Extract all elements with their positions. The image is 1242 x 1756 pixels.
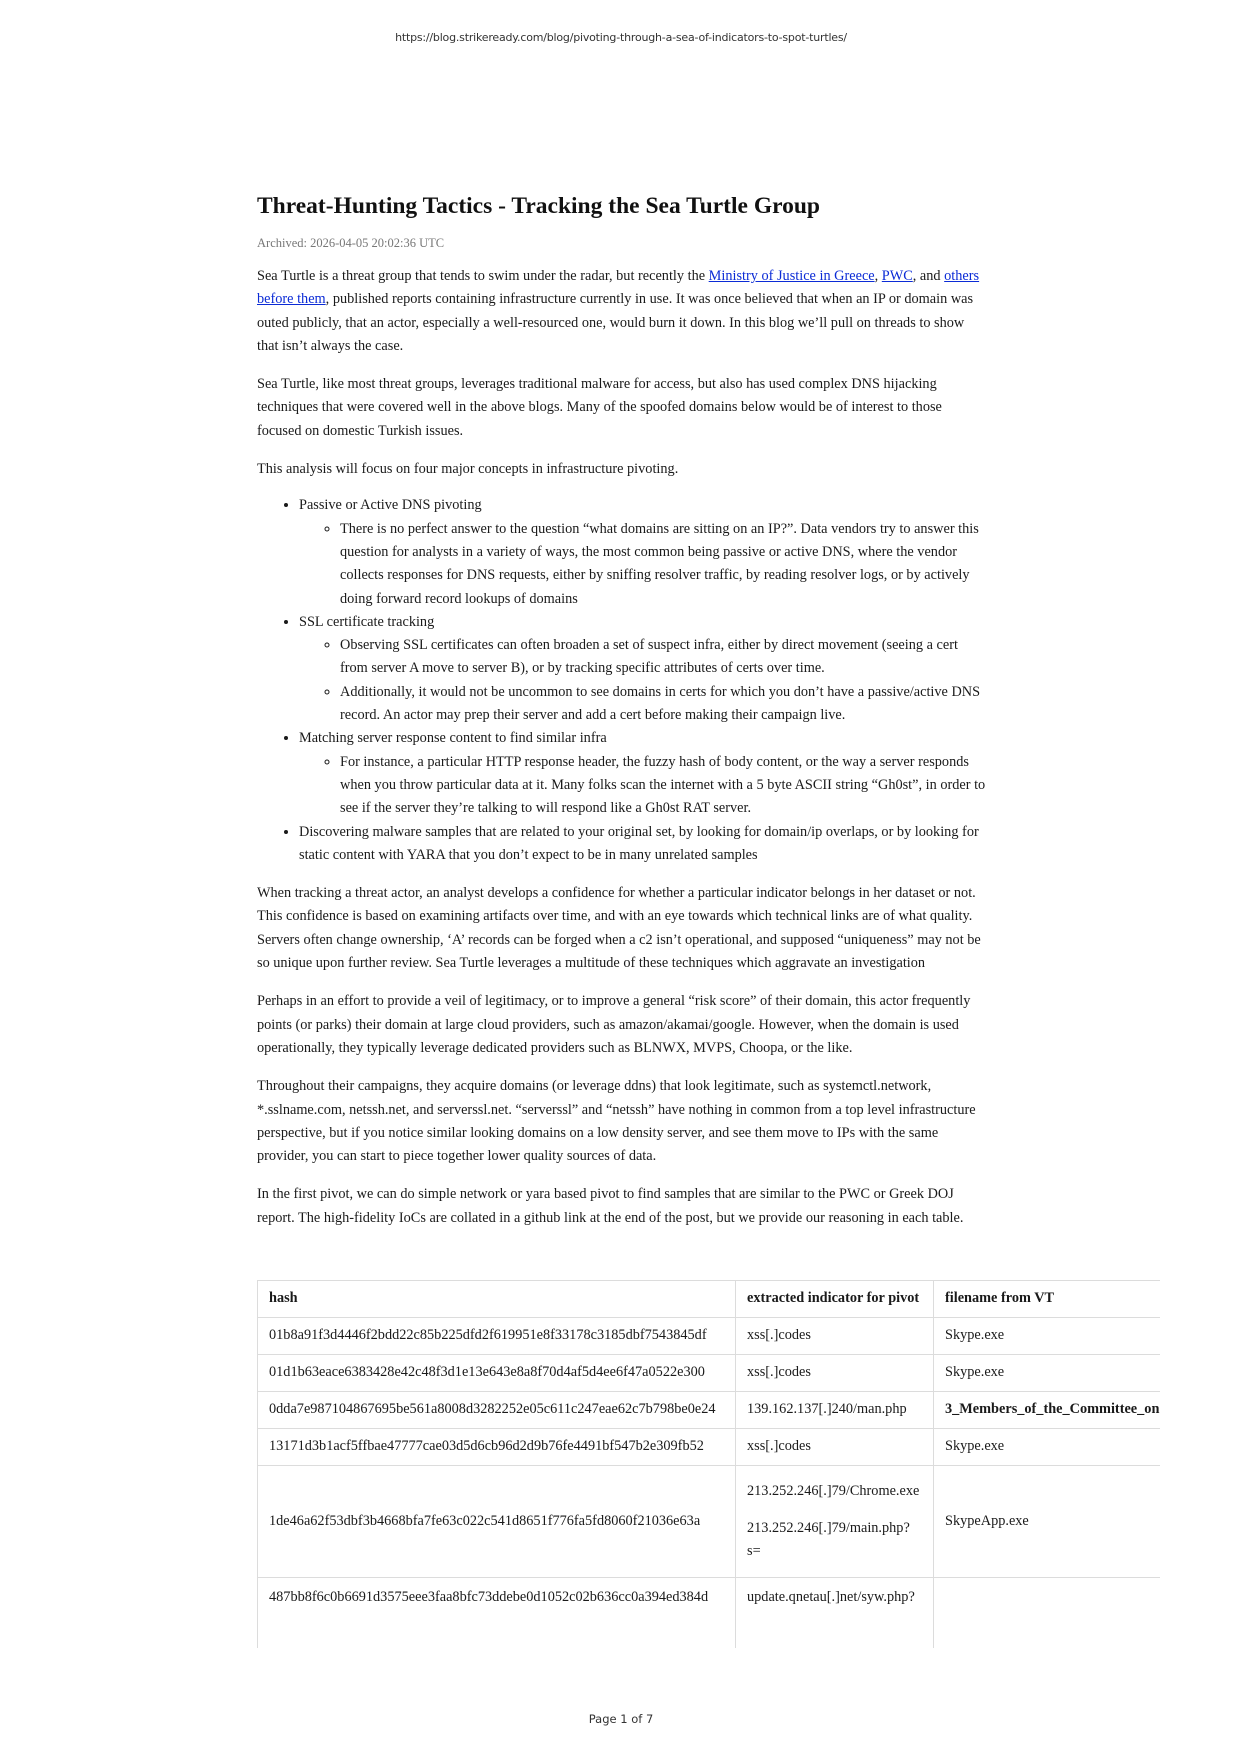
list-item-server-response: • Matching server response content to find similar infra ◦ For instance, a particular HTTP response header, the fuzzy hash of body content, or the way a server responds when you throw particular data at it. Many folks scan the internet with a 5 byte ASCII string “Gh0st”, in order to see if the server they’re talking to will respond like a Gh0st RAT server. xyxy=(299,727,989,820)
article xyxy=(257,190,989,1230)
filename-cell: 3_Members_of_the_Committee_on xyxy=(934,1392,1161,1429)
indicator-line: s= xyxy=(747,1543,761,1560)
table-row xyxy=(258,1466,1161,1578)
sub-list-item: ◦ Observing SSL certificates can often broaden a set of suspect infra, either by direct movement (seeing a cert from server A move to server B), or by tracking specific attributes of certs over time. xyxy=(340,634,989,681)
indicator-cell: update.qnetau[.]net/syw.php? xyxy=(736,1578,934,1649)
column-header-indicator: extracted indicator for pivot xyxy=(736,1281,934,1318)
hash-cell: 01b8a91f3d4446f2bdd22c85b225dfd2f619951e8f33178c3185dbf7543845df xyxy=(258,1318,736,1355)
indicator-line: 213.252.246[.]79/Chrome.exe xyxy=(747,1482,920,1499)
hash-cell: 1de46a62f53dbf3b4668bfa7fe63c022c541d8651f776fa5fd8060f21036e63a xyxy=(258,1466,736,1578)
sub-list-item: ◦ There is no perfect answer to the question “what domains are sitting on an IP?”. Data vendors try to answer this question for analysts in a variety of ways, the most common being passive or active DNS, where the vendor collects responses for DNS requests, either by sniffing resolver traffic, by reading resolver logs, or by actively doing forward record lookups of domains xyxy=(340,518,989,611)
indicator-cell: 139.162.137[.]240/man.php xyxy=(736,1392,934,1429)
filename-cell xyxy=(934,1578,1161,1649)
article-title: Threat-Hunting Tactics - Tracking the Sea Turtle Group xyxy=(257,193,820,219)
indicator-cell: xss[.]codes xyxy=(736,1429,934,1466)
filename-cell: Skype.exe xyxy=(934,1318,1161,1355)
indicator-cell: xss[.]codes xyxy=(736,1355,934,1392)
concepts-list xyxy=(257,494,989,867)
link-others-before-them[interactable]: others before them xyxy=(257,268,980,308)
page-number: Page 1 of 7 xyxy=(588,1712,654,1726)
list-item-malware-samples: • Discovering malware samples that are related to your original set, by looking for domain/ip overlaps, or by looking for static content with YARA that you don’t expect to be in many unrelated samples xyxy=(299,821,989,868)
paragraph-first-pivot: In the first pivot, we can do simple network or yara based pivot to find samples that are similar to the PWC or Greek DOJ report. The high-fidelity IoCs are collated in a github link at the end of the post, but we provide our reasoning in each table. xyxy=(257,1186,964,1226)
paragraph-cloud-providers: Perhaps in an effort to provide a veil of legitimacy, or to improve a general “risk score” of their domain, this actor frequently points (or parks) their domain at large cloud providers, such as amazon/akamai/google. However, when the domain is used operationally, they typically leverage dedicated providers such as BLNWX, MVPS, Choopa, or the like. xyxy=(257,993,971,1056)
ioc-table xyxy=(257,1280,1160,1648)
hash-cell: 487bb8f6c0b6691d3575eee3faa8bfc73ddebe0d1052c02b636cc0a394ed384d xyxy=(258,1578,736,1649)
filename-cell: SkypeApp.exe xyxy=(934,1466,1161,1578)
link-ministry-of-justice-greece[interactable]: Ministry of Justice in Greece xyxy=(708,268,875,284)
list-item-dns-pivoting: • Passive or Active DNS pivoting ◦ There is no perfect answer to the question “what domains are sitting on an IP?”. Data vendors try to answer this question for analysts in a variety of ways, the most common being passive or active DNS, where the vendor collects responses for DNS requests, either by sniffing resolver traffic, by reading resolver logs, or by actively doing forward record lookups of domains xyxy=(299,494,989,610)
table-row xyxy=(258,1429,1161,1466)
hash-cell: 13171d3b1acf5ffbae47777cae03d5d6cb96d2d9b76fe4491bf547b2e309fb52 xyxy=(258,1429,736,1466)
table-row xyxy=(258,1355,1161,1392)
column-header-hash: hash xyxy=(258,1281,736,1318)
filename-cell: Skype.exe xyxy=(934,1429,1161,1466)
hash-cell: 01d1b63eace6383428e42c48f3d1e13e643e8a8f70d4af5d4ee6f47a0522e300 xyxy=(258,1355,736,1392)
list-item-ssl-tracking: • SSL certificate tracking ◦ Observing SSL certificates can often broaden a set of suspect infra, either by direct movement (seeing a cert from server A move to server B), or by tracking specific attributes of certs over time. ◦ Additionally, it would not be uncommon to see domains in certs for which you don’t have a passive/active DNS record. An actor may prep their server and add a cert before making their campaign live. xyxy=(299,611,989,727)
hash-cell: 0dda7e987104867695be561a8008d3282252e05c611c247eae62c7b798be0e24 xyxy=(258,1392,736,1429)
page-url-header: https://blog.strikeready.com/blog/pivoting-through-a-sea-of-indicators-to-spot-turtles/ xyxy=(395,31,847,44)
indicator-cell: xss[.]codes xyxy=(736,1318,934,1355)
table-row xyxy=(258,1578,1161,1649)
indicator-cell xyxy=(736,1466,934,1578)
filename-cell: Skype.exe xyxy=(934,1355,1161,1392)
archived-timestamp: Archived: 2026-04-05 20:02:36 UTC xyxy=(257,236,445,250)
sub-list-item: ◦ For instance, a particular HTTP response header, the fuzzy hash of body content, or the way a server responds when you throw particular data at it. Many folks scan the internet with a 5 byte ASCII string “Gh0st”, in order to see if the server they’re talking to will respond like a Gh0st RAT server. xyxy=(340,751,989,821)
table-row xyxy=(258,1318,1161,1355)
paragraph-confidence: When tracking a threat actor, an analyst develops a confidence for whether a particular indicator belongs in her dataset or not. This confidence is based on examining artifacts over time, and with an eye towards which technical links are of what quality. Servers often change ownership, ‘A’ records can be forged when a c2 isn’t operational, and supposed “uniqueness” may not be so unique upon further review. Sea Turtle leverages a multitude of these techniques which aggravate an investigation xyxy=(257,885,981,972)
ioc-table-container xyxy=(257,1280,1160,1648)
paragraph-intro: Sea Turtle is a threat group that tends to swim under the radar, but recently the Ministry of Justice in Greece, PWC, and others before them, published reports containing infrastructure currently in use. It was once believed that when an IP or domain was outed publicly, that an actor, especially a well-resourced one, would burn it down. In this blog we’ll pull on threads to show that isn’t always the case. xyxy=(257,268,980,354)
paragraph-dns-hijacking: Sea Turtle, like most threat groups, leverages traditional malware for access, but also has used complex DNS hijacking techniques that were covered well in the above blogs. Many of the spoofed domains below would be of interest to those focused on domestic Turkish issues. xyxy=(257,376,942,439)
sub-list-item: ◦ Additionally, it would not be uncommon to see domains in certs for which you don’t have a passive/active DNS record. An actor may prep their server and add a cert before making their campaign live. xyxy=(340,681,989,728)
indicator-line: 213.252.246[.]79/main.php? xyxy=(747,1519,910,1536)
table-row xyxy=(258,1392,1161,1429)
paragraph-domains: Throughout their campaigns, they acquire domains (or leverage ddns) that look legitimate, such as systemctl.network, *.sslname.com, netssh.net, and serverssl.net. “serverssl” and “netssh” have nothing in common from a top level infrastructure perspective, but if you notice similar looking domains on a low density server, and see them move to IPs with the same provider, you can start to piece together lower quality sources of data. xyxy=(257,1078,976,1165)
table-header-row xyxy=(258,1281,1161,1318)
paragraph-analysis-focus: This analysis will focus on four major concepts in infrastructure pivoting. xyxy=(257,461,679,478)
column-header-filename: filename from VT xyxy=(934,1281,1161,1318)
link-pwc[interactable]: PWC xyxy=(881,268,913,284)
